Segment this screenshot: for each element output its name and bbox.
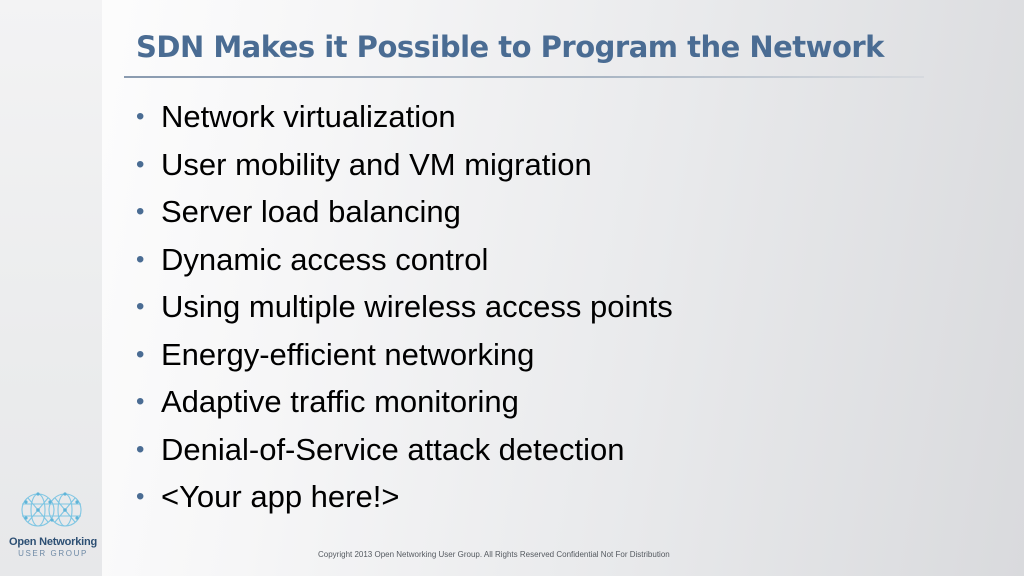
bullet-text: <Your app here!> xyxy=(161,479,400,514)
bullet-list xyxy=(136,96,673,524)
bullet-item xyxy=(136,476,673,524)
bullet-text: Dynamic access control xyxy=(161,241,489,277)
bullet-item xyxy=(136,191,673,239)
bullet-text: Adaptive traffic monitoring xyxy=(161,384,519,419)
bullet-dot: • xyxy=(136,483,145,510)
bullet-text: Network virtualization xyxy=(161,99,456,134)
bullet-text: Energy-efficient networking xyxy=(161,336,535,372)
bullet-item xyxy=(136,144,673,192)
bullet-dot: • xyxy=(136,388,145,415)
bullet-text: Denial-of-Service attack detection xyxy=(161,431,625,467)
logo-subtitle: USER GROUP xyxy=(18,549,88,558)
bullet-item xyxy=(136,286,673,334)
bullet-item xyxy=(136,429,673,477)
bullet-text: Server load balancing xyxy=(161,194,461,229)
bullet-dot: • xyxy=(136,340,145,368)
bullet-dot: • xyxy=(136,435,145,463)
bullet-text: User mobility and VM migration xyxy=(161,146,592,182)
network-globe-icon xyxy=(18,490,88,530)
slide-title: SDN Makes it Possible to Program the Network xyxy=(136,30,884,64)
bullet-item xyxy=(136,334,673,382)
bullet-item xyxy=(136,381,673,429)
bullet-dot: • xyxy=(136,150,145,178)
onug-logo xyxy=(6,490,100,558)
bullet-item xyxy=(136,239,673,287)
copyright-notice: Copyright 2013 Open Networking User Group. All Rights Reserved Confidential Not For Distribution xyxy=(318,550,670,559)
title-underline xyxy=(124,76,924,78)
bullet-dot: • xyxy=(136,293,145,320)
bullet-dot: • xyxy=(136,198,145,225)
bullet-text: Using multiple wireless access points xyxy=(161,289,673,324)
logo-name: Open Networking xyxy=(8,536,98,548)
bullet-dot: • xyxy=(136,103,145,130)
bullet-dot: • xyxy=(136,245,145,273)
bullet-item xyxy=(136,96,673,144)
